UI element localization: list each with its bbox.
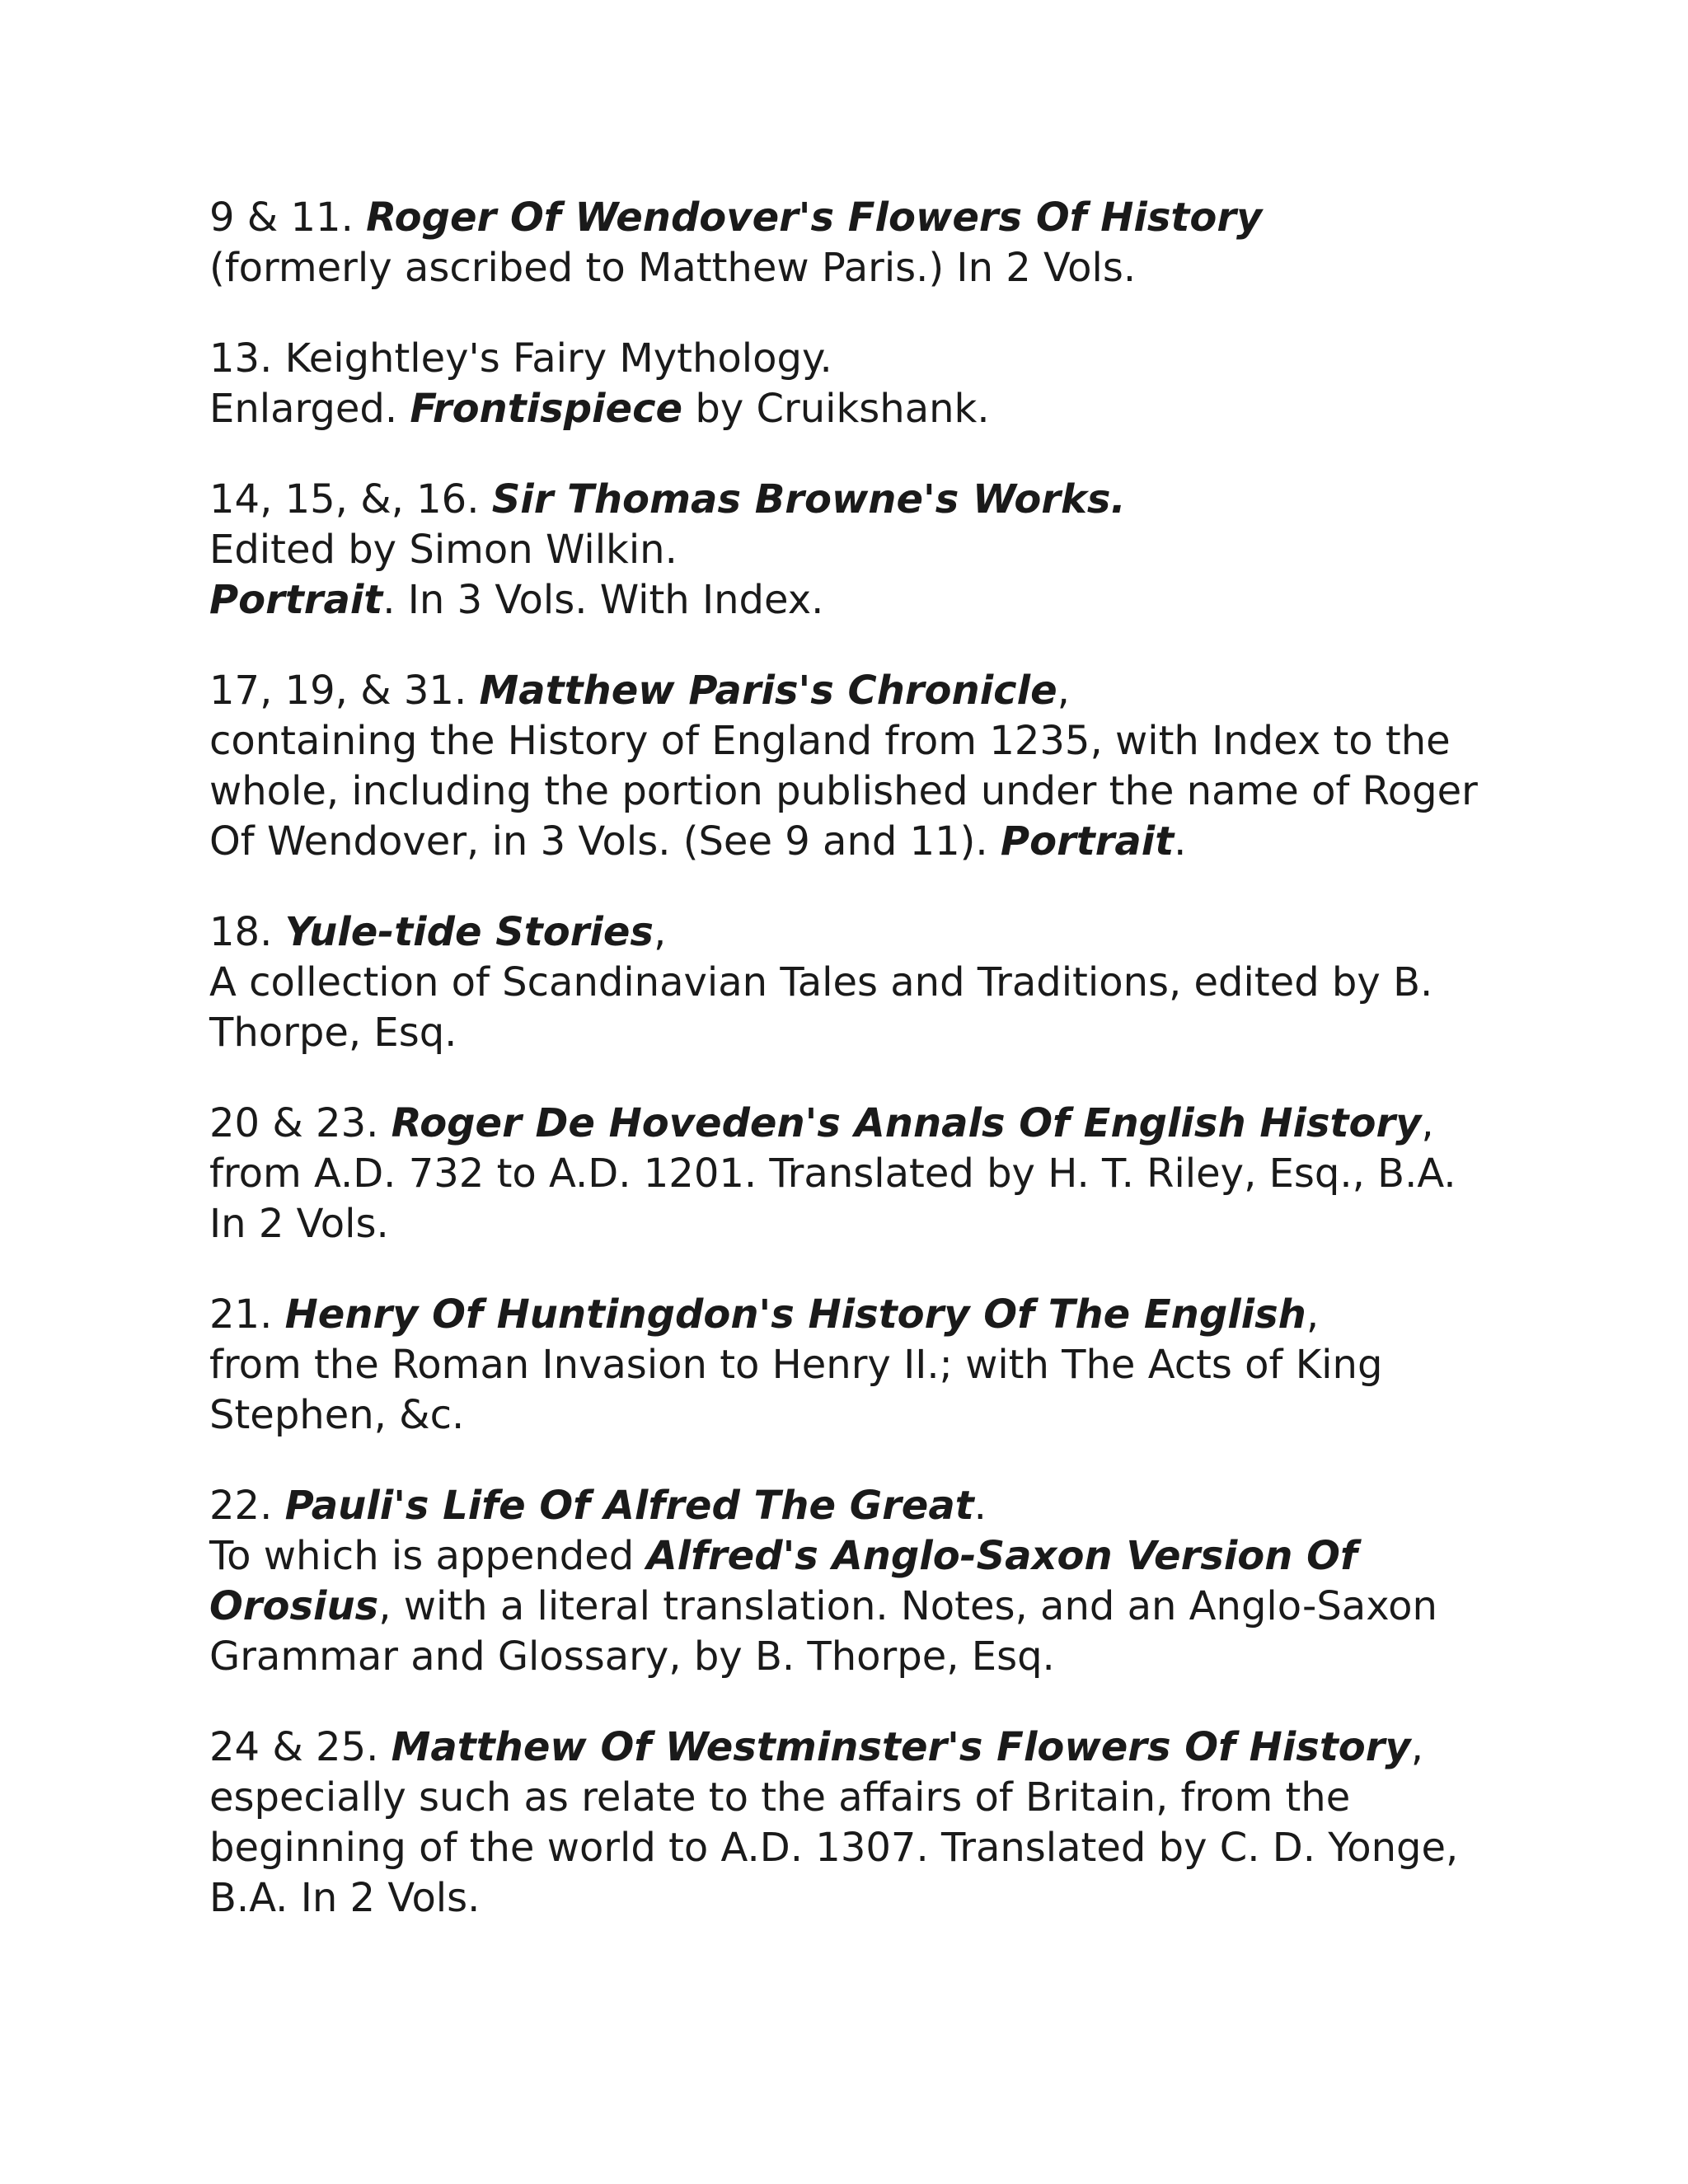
entry-number: 14, 15, &, 16. bbox=[209, 476, 480, 523]
entry-description bbox=[209, 716, 1479, 867]
catalog-entry-24-25 bbox=[209, 1722, 1479, 1924]
entry-text: by Cruikshank. bbox=[695, 386, 990, 432]
entry-text: Enlarged. bbox=[209, 386, 398, 432]
entry-number: 21. bbox=[209, 1291, 273, 1338]
catalog-entry-13 bbox=[209, 334, 1479, 434]
entry-punct: . bbox=[973, 1483, 987, 1529]
entry-emphasis: Alfred's Anglo-Saxon Version Of Orosius bbox=[209, 1533, 1357, 1629]
entry-number: 24 & 25. bbox=[209, 1724, 379, 1770]
catalog-entry-22 bbox=[209, 1481, 1479, 1682]
entry-heading bbox=[209, 193, 1479, 243]
entry-number: 13. bbox=[209, 335, 273, 382]
entry-heading bbox=[209, 666, 1479, 716]
entry-title: Sir Thomas Browne's Works. bbox=[491, 476, 1126, 523]
catalog-entry-18 bbox=[209, 907, 1479, 1058]
entry-heading bbox=[209, 1722, 1479, 1773]
entry-punct: , bbox=[653, 909, 667, 955]
entry-number: 22. bbox=[209, 1483, 273, 1529]
entry-description bbox=[209, 575, 1479, 626]
entry-number: 18. bbox=[209, 909, 273, 955]
entry-title: Matthew Paris's Chronicle bbox=[479, 668, 1057, 714]
entry-number: 17, 19, & 31. bbox=[209, 668, 467, 714]
entry-heading bbox=[209, 1481, 1479, 1531]
entry-emphasis: Portrait bbox=[1000, 818, 1175, 865]
catalog-entry-17-19-31 bbox=[209, 666, 1479, 867]
entry-heading bbox=[209, 1290, 1479, 1340]
entry-description: from the Roman Invasion to Henry II.; with The Acts of King Stephen, &c. bbox=[209, 1342, 1383, 1438]
entry-number: 20 & 23. bbox=[209, 1100, 379, 1146]
entry-title: Yule-tide Stories bbox=[284, 909, 654, 955]
entry-title: Keightley's Fairy Mythology. bbox=[284, 335, 832, 382]
entry-title: Roger Of Wendover's Flowers Of History bbox=[366, 194, 1263, 241]
catalog-entry-21 bbox=[209, 1290, 1479, 1441]
entry-emphasis: Frontispiece bbox=[410, 386, 683, 432]
entry-title: Roger De Hoveden's Annals Of English History bbox=[391, 1100, 1422, 1146]
entry-text: . In 3 Vols. With Index. bbox=[382, 577, 824, 623]
entry-description: Edited by Simon Wilkin. bbox=[209, 527, 678, 573]
entry-heading bbox=[209, 1099, 1479, 1249]
entry-heading bbox=[209, 475, 1479, 525]
entry-text: , from A.D. 732 to A.D. 1201. Translated by H. T. Riley, Esq., B.A. In 2 Vols. bbox=[209, 1100, 1456, 1247]
entry-description bbox=[209, 1531, 1479, 1682]
entry-punct: , bbox=[1410, 1724, 1423, 1770]
entry-punct: . bbox=[1174, 818, 1187, 865]
entry-emphasis: Portrait bbox=[209, 577, 383, 623]
entry-text: To which is appended bbox=[209, 1533, 635, 1579]
entry-description: (formerly ascribed to Matthew Paris.) In 2 Vols. bbox=[209, 245, 1137, 291]
catalog-entry-9-11 bbox=[209, 193, 1479, 293]
entry-text: containing the History of England from 1235, with Index to the whole, including the portion published under the name of Roger Of Wendover, in 3 Vols. (See 9 and 11). bbox=[209, 718, 1478, 865]
entry-number: 9 & 11. bbox=[209, 194, 354, 241]
entry-description: especially such as relate to the affairs of Britain, from the beginning of the world to A.D. 1307. Translated by C. D. Yonge, B.A. In 2 Vols. bbox=[209, 1774, 1459, 1921]
entry-title: Pauli's Life Of Alfred The Great bbox=[284, 1483, 974, 1529]
entry-heading bbox=[209, 334, 1479, 384]
entry-title: Henry Of Huntingdon's History Of The English bbox=[284, 1291, 1306, 1338]
catalog-entry-14-16 bbox=[209, 475, 1479, 626]
entry-description: A collection of Scandinavian Tales and Traditions, edited by B. Thorpe, Esq. bbox=[209, 959, 1433, 1056]
catalog-entry-20-23 bbox=[209, 1099, 1479, 1249]
document-page bbox=[209, 193, 1479, 1964]
entry-punct: , bbox=[1306, 1291, 1320, 1338]
entry-title: Matthew Of Westminster's Flowers Of History bbox=[391, 1724, 1411, 1770]
entry-description bbox=[209, 384, 1479, 434]
entry-heading bbox=[209, 907, 1479, 958]
entry-punct: , bbox=[1057, 668, 1070, 714]
entry-text: , with a literal translation. Notes, and an Anglo-Saxon Grammar and Glossary, by B. Thorpe, Esq. bbox=[209, 1583, 1437, 1680]
